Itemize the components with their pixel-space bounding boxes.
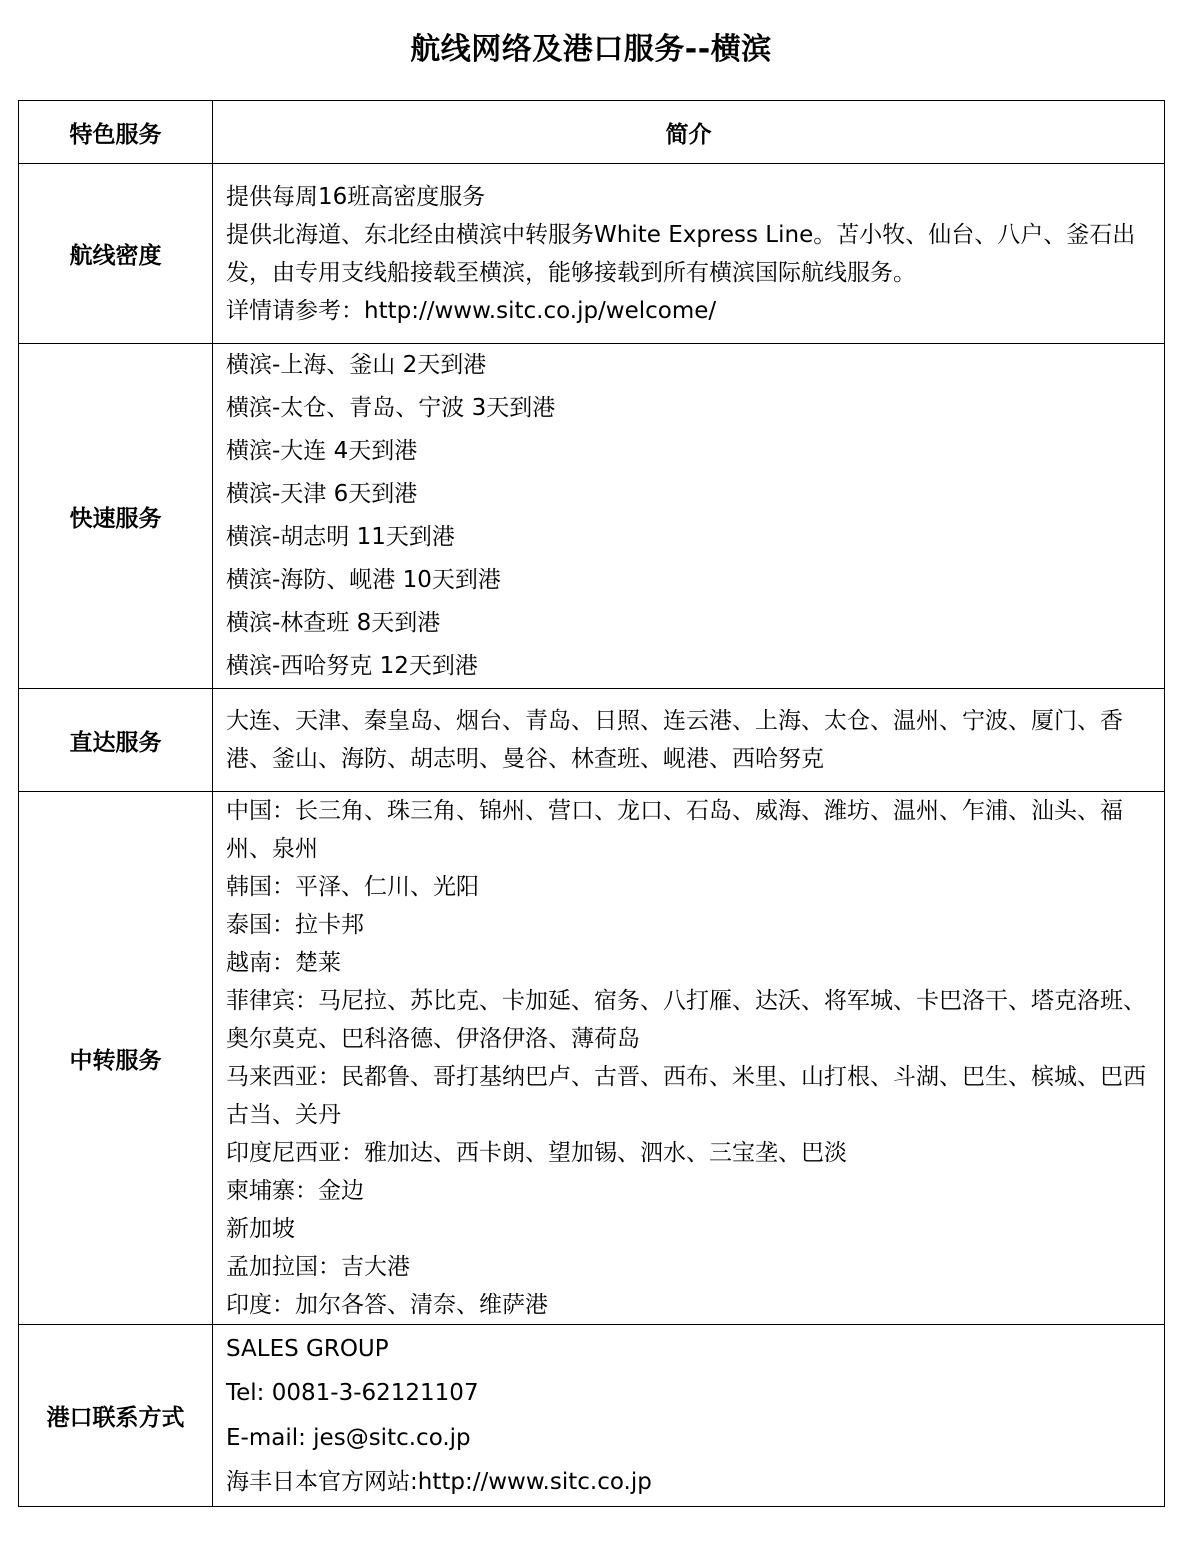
description-line: 中国：长三角、珠三角、锦州、营口、龙口、石岛、威海、潍坊、温州、乍浦、汕头、福州、泉州 bbox=[226, 798, 1123, 862]
contact-phone: Tel: 0081-3-62121107 bbox=[226, 1380, 479, 1406]
feature-cell: 中转服务 bbox=[19, 792, 213, 1325]
description-line: 横滨-西哈努克 12天到港 bbox=[226, 653, 478, 679]
description-line: 详情请参考：http://www.sitc.co.jp/welcome/ bbox=[226, 297, 717, 324]
header-description: 简介 bbox=[213, 101, 1165, 164]
feature-cell: 港口联系方式 bbox=[19, 1325, 213, 1507]
table-row-route-density bbox=[19, 164, 1165, 344]
feature-cell: 航线密度 bbox=[19, 164, 213, 344]
description-line: 新加坡 bbox=[226, 1216, 295, 1242]
page-title: 航线网络及港口服务--横滨 bbox=[410, 32, 772, 67]
description-line: 横滨-上海、釜山 2天到港 bbox=[226, 352, 487, 378]
description-line: 提供北海道、东北经由横滨中转服务White Express Line。苫小牧、仙台、八户、釜石出发，由专用支线船接载至横滨，能够接载到所有横滨国际航线服务。 bbox=[226, 221, 1136, 286]
service-table bbox=[18, 100, 1165, 1507]
contact-email: E-mail: jes@sitc.co.jp bbox=[226, 1424, 471, 1451]
description-line: 提供每周16班高密度服务 bbox=[226, 183, 486, 210]
description-line: 印度：加尔各答、清奈、维萨港 bbox=[226, 1292, 548, 1318]
description-cell bbox=[213, 344, 1165, 689]
description-line: 菲律宾：马尼拉、苏比克、卡加延、宿务、八打雁、达沃、将军城、卡巴洛干、塔克洛班、奥尔莫克、巴科洛德、伊洛伊洛、薄荷岛 bbox=[226, 988, 1146, 1052]
table-header-row bbox=[19, 101, 1165, 164]
description-cell bbox=[213, 1325, 1165, 1507]
description-line: 横滨-胡志明 11天到港 bbox=[226, 524, 455, 550]
description-line: 大连、天津、秦皇岛、烟台、青岛、日照、连云港、上海、太仓、温州、宁波、厦门、香港、釜山、海防、胡志明、曼谷、林查班、岘港、西哈努克 bbox=[226, 708, 1123, 772]
description-line: 横滨-太仓、青岛、宁波 3天到港 bbox=[226, 395, 556, 421]
table-row-direct-service bbox=[19, 689, 1165, 792]
description-cell bbox=[213, 689, 1165, 792]
table-row-port-contact bbox=[19, 1325, 1165, 1507]
header-feature: 特色服务 bbox=[19, 101, 213, 164]
description-line: 韩国：平泽、仁川、光阳 bbox=[226, 874, 479, 900]
feature-cell: 快速服务 bbox=[19, 344, 213, 689]
description-line: 横滨-大连 4天到港 bbox=[226, 438, 418, 464]
description-cell bbox=[213, 792, 1165, 1325]
description-cell bbox=[213, 164, 1165, 344]
description-line: 柬埔寨：金边 bbox=[226, 1178, 364, 1204]
description-line: 越南：楚莱 bbox=[226, 950, 341, 976]
contact-group: SALES GROUP bbox=[226, 1335, 389, 1362]
description-line: 泰国：拉卡邦 bbox=[226, 912, 364, 938]
feature-cell: 直达服务 bbox=[19, 689, 213, 792]
description-line: 孟加拉国：吉大港 bbox=[226, 1254, 410, 1280]
description-line: 横滨-天津 6天到港 bbox=[226, 481, 418, 507]
table-row-transshipment-service bbox=[19, 792, 1165, 1325]
description-line: 马来西亚：民都鲁、哥打基纳巴卢、古晋、西布、米里、山打根、斗湖、巴生、槟城、巴西古当、关丹 bbox=[226, 1064, 1146, 1128]
description-line: 印度尼西亚：雅加达、西卡朗、望加锡、泗水、三宝垄、巴淡 bbox=[226, 1140, 847, 1166]
description-line: 横滨-海防、岘港 10天到港 bbox=[226, 567, 501, 593]
contact-website: 海丰日本官方网站:http://www.sitc.co.jp bbox=[226, 1469, 652, 1495]
table-row-express-service bbox=[19, 344, 1165, 689]
description-line: 横滨-林查班 8天到港 bbox=[226, 610, 441, 636]
